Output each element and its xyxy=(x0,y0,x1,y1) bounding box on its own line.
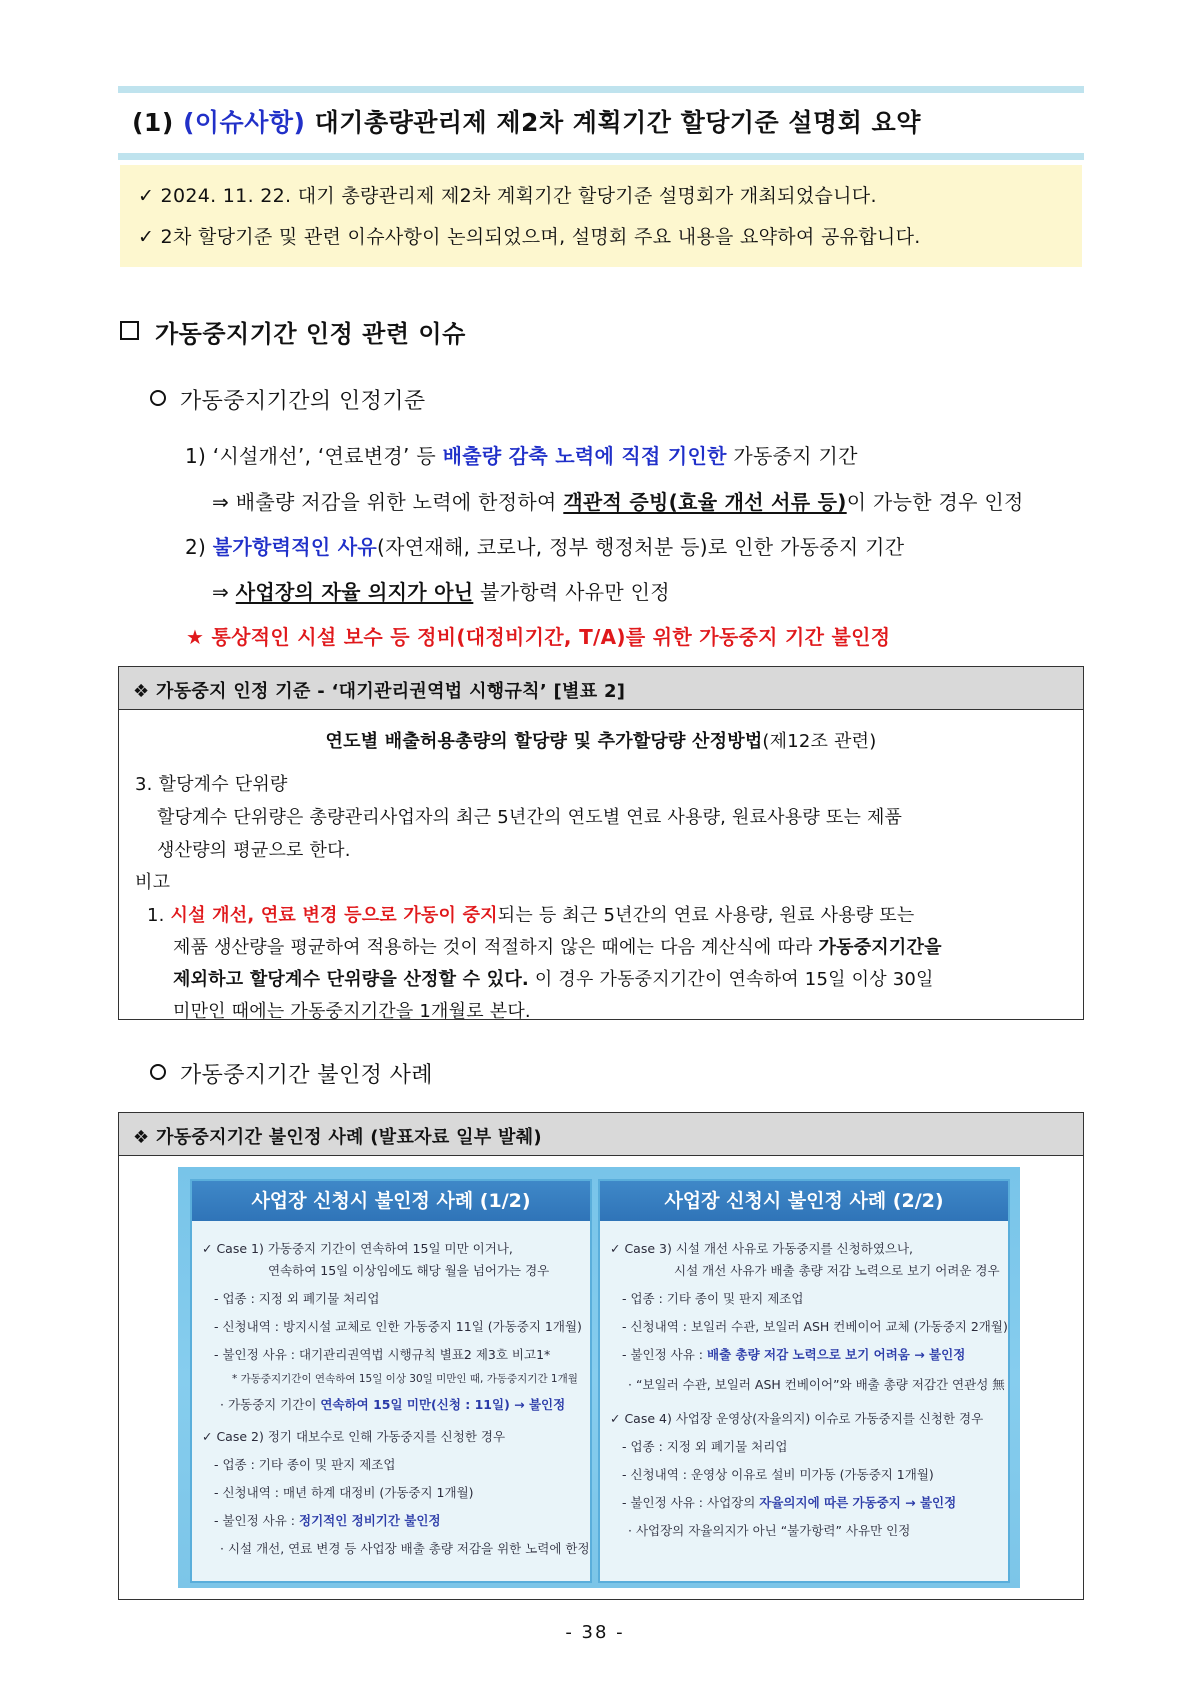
criteria-box-header-text: ❖ 가동중지 인정 기준 - ‘대기관리권역법 시행규칙’ [별표 2] xyxy=(133,681,626,702)
circle-bullet-icon xyxy=(150,1064,166,1080)
criteria-box-line-7-emphasis: 제외하고 할당계수 단위량을 산정할 수 있다. xyxy=(173,969,529,990)
slide-right-line: - 업종 : 기타 종이 및 판지 제조업 xyxy=(622,1291,804,1306)
slide-right-line-emphasis: 자율의지에 따른 가동중지 → 불인정 xyxy=(759,1495,957,1510)
slide-right-line-a: - 불인정 사유 : xyxy=(622,1347,707,1362)
criteria-box-line-1: 3. 할당계수 단위량 xyxy=(135,774,288,795)
slide-left-line: · 시설 개선, 연료 변경 등 사업장 배출 총량 저감을 위한 노력에 한정 xyxy=(220,1541,590,1556)
slide-left-line: - 업종 : 기타 종이 및 판지 제조업 xyxy=(214,1457,396,1472)
slide-left-line: - 업종 : 지정 외 폐기물 처리업 xyxy=(214,1291,380,1306)
criteria-box-line-3: 생산량의 평균으로 한다. xyxy=(157,840,351,861)
criteria-box-line-6 xyxy=(173,933,942,959)
slide-right-line: · “보일러 수관, 보일러 ASH 컨베이어”와 배출 총량 저감간 연관성 無 xyxy=(628,1377,1005,1392)
star-note: ★ 통상적인 시설 보수 등 정비(대정비기간, T/A)를 위한 가동중지 기간 불인정 xyxy=(186,625,891,649)
slide-left-line: * 가동중지기간이 연속하여 15일 이상 30일 미만인 때, 가동중지기간 1개월 xyxy=(232,1373,578,1385)
slide-right-line: ✓ Case 3) 시설 개선 사유로 가동중지를 신청하였으나, xyxy=(610,1241,914,1256)
slide-panel-left-title: 사업장 신청시 불인정 사례 (1/2) xyxy=(192,1181,590,1221)
criteria-item-1-a: 1) ‘시설개선’, ‘연료변경’ 등 xyxy=(185,444,443,468)
criteria-box-line-2: 할당계수 단위량은 총량관리사업자의 최근 5년간의 연도별 연료 사용량, 원료사용량 또는 제품 xyxy=(157,807,903,828)
cases-box-header-text: ❖ 가동중지기간 불인정 사례 (발표자료 일부 발췌) xyxy=(133,1127,542,1148)
slide-left-line-a: · 가동중지 기간이 xyxy=(220,1397,321,1412)
subheading-criteria-text: 가동중지기간의 인정기준 xyxy=(180,389,426,414)
criteria-item-2 xyxy=(185,531,904,560)
slide-left-line-emphasis: 정기적인 정비기간 불인정 xyxy=(299,1513,441,1528)
slide-right-line: - 신청내역 : 보일러 수관, 보일러 ASH 컨베이어 교체 (가동중지 2개월) xyxy=(622,1319,1008,1334)
criteria-box-caption-ref: (제12조 관련) xyxy=(762,731,877,752)
cases-box-header xyxy=(119,1113,1083,1156)
slide-right-line: ✓ Case 4) 사업장 운영상(자율의지) 이슈로 가동중지를 신청한 경우 xyxy=(610,1411,984,1426)
criteria-item-2-detail-c: 불가항력 사유만 인정 xyxy=(473,580,670,604)
slide-panel-left xyxy=(190,1179,592,1583)
section-heading-text: 가동중지기간 인정 관련 이슈 xyxy=(155,320,466,348)
page-title xyxy=(132,103,921,139)
slide-left-line xyxy=(214,1511,441,1529)
title-highlight: (이슈사항) xyxy=(182,108,306,137)
criteria-box-line-8: 미만인 때에는 가동중지기간을 1개월로 본다. xyxy=(173,1001,531,1022)
criteria-box-line-5-emphasis: 시설 개선, 연료 변경 등으로 가동이 중지 xyxy=(170,905,498,926)
criteria-item-2-detail xyxy=(212,576,670,605)
criteria-item-2-a: 2) xyxy=(185,535,213,559)
slide-right-line-emphasis: 배출 총량 저감 노력으로 보기 어려움 → 불인정 xyxy=(707,1347,966,1362)
slide-left-line: - 신청내역 : 방지시설 교체로 인한 가동중지 11일 (가동중지 1개월) xyxy=(214,1319,582,1334)
criteria-box-line-5-c: 되는 등 최근 5년간의 연료 사용량, 원료 사용량 또는 xyxy=(497,905,915,926)
slide-left-line: - 신청내역 : 매년 하계 대정비 (가동중지 1개월) xyxy=(214,1485,474,1500)
subheading-cases xyxy=(150,1058,433,1089)
slide-right-line xyxy=(622,1345,965,1363)
criteria-box-line-5 xyxy=(147,901,914,927)
criteria-item-1-emphasis: 배출량 감축 노력에 직접 기인한 xyxy=(442,444,727,468)
slide-left-line: 연속하여 15일 이상임에도 해당 월을 넘어가는 경우 xyxy=(268,1263,550,1278)
criteria-item-2-c: (자연재해, 코로나, 정부 행정처분 등)로 인한 가동중지 기간 xyxy=(377,535,905,559)
slide-left-line: - 불인정 사유 : 대기관리권역법 시행규칙 별표2 제3호 비고1* xyxy=(214,1347,551,1362)
subheading-criteria xyxy=(150,384,426,415)
summary-line-1: ✓ 2024. 11. 22. 대기 총량관리제 제2차 계획기간 할당기준 설명회가 개최되었습니다. xyxy=(138,185,877,207)
criteria-box-line-6-a: 제품 생산량을 평균하여 적용하는 것이 적절하지 않은 때에는 다음 계산식에 따라 xyxy=(173,937,819,958)
square-bullet-icon xyxy=(120,321,139,340)
criteria-item-2-detail-a: ⇒ xyxy=(212,580,236,604)
slide-right-line xyxy=(622,1493,956,1511)
slide-right-line: - 업종 : 지정 외 폐기물 처리업 xyxy=(622,1439,788,1454)
slide-left-line-emphasis: 연속하여 15일 미만(신청 : 11일) → 불인정 xyxy=(320,1397,566,1412)
criteria-item-2-emphasis: 불가항력적인 사유 xyxy=(212,535,378,559)
slide-panel-right xyxy=(598,1179,1010,1583)
summary-box xyxy=(120,165,1082,267)
criteria-item-1-c: 가동중지 기간 xyxy=(726,444,858,468)
title-rest: 대기총량관리제 제2차 계획기간 할당기준 설명회 요약 xyxy=(314,108,921,137)
criteria-box-line-5-a: 1. xyxy=(147,905,171,926)
criteria-item-2-detail-emphasis: 사업장의 자율 의지가 아닌 xyxy=(235,580,474,604)
slide-left-line: ✓ Case 2) 정기 대보수로 인해 가동중지를 신청한 경우 xyxy=(202,1429,506,1444)
criteria-box-caption xyxy=(119,727,1083,753)
criteria-box-caption-bold: 연도별 배출허용총량의 할당량 및 추가할당량 산정방법 xyxy=(325,731,763,752)
section-heading xyxy=(120,314,466,349)
criteria-item-1-detail-a: ⇒ 배출량 저감을 위한 노력에 한정하여 xyxy=(212,490,564,514)
criteria-item-1 xyxy=(185,440,858,469)
presentation-slide-image xyxy=(178,1167,1020,1588)
title-band xyxy=(118,86,1084,160)
subheading-cases-text: 가동중지기간 불인정 사례 xyxy=(180,1063,433,1088)
slide-right-line-a: - 불인정 사유 : 사업장의 xyxy=(622,1495,760,1510)
slide-right-line: - 신청내역 : 운영상 이유로 설비 미가동 (가동중지 1개월) xyxy=(622,1467,934,1482)
page-number: - 38 - xyxy=(565,1622,625,1643)
title-number: (1) xyxy=(132,108,174,137)
criteria-item-1-detail-emphasis: 객관적 증빙(효율 개선 서류 등) xyxy=(563,490,847,514)
criteria-box xyxy=(118,666,1084,1020)
summary-line-2: ✓ 2차 할당기준 및 관련 이슈사항이 논의되었으며, 설명회 주요 내용을 요약하여 공유합니다. xyxy=(138,226,921,248)
slide-left-line: ✓ Case 1) 가동중지 기간이 연속하여 15일 미만 이거나, xyxy=(202,1241,513,1256)
circle-bullet-icon xyxy=(150,390,166,406)
criteria-box-line-7 xyxy=(173,965,934,991)
criteria-item-1-detail xyxy=(212,486,1024,515)
criteria-box-line-7-b: 이 경우 가동중지기간이 연속하여 15일 이상 30일 xyxy=(528,969,934,990)
criteria-item-1-detail-c: 이 가능한 경우 인정 xyxy=(846,490,1024,514)
slide-right-line: · 사업장의 자율의지가 아닌 “불가항력” 사유만 인정 xyxy=(628,1523,911,1538)
slide-right-line: 시설 개선 사유가 배출 총량 저감 노력으로 보기 어려운 경우 xyxy=(674,1263,1000,1278)
slide-panel-right-title: 사업장 신청시 불인정 사례 (2/2) xyxy=(600,1181,1008,1221)
slide-left-line xyxy=(220,1395,565,1413)
slide-left-line-a: - 불인정 사유 : xyxy=(214,1513,299,1528)
criteria-box-line-6-emphasis: 가동중지기간을 xyxy=(818,937,942,958)
criteria-box-line-4: 비고 xyxy=(135,872,171,893)
criteria-box-header xyxy=(119,667,1083,710)
